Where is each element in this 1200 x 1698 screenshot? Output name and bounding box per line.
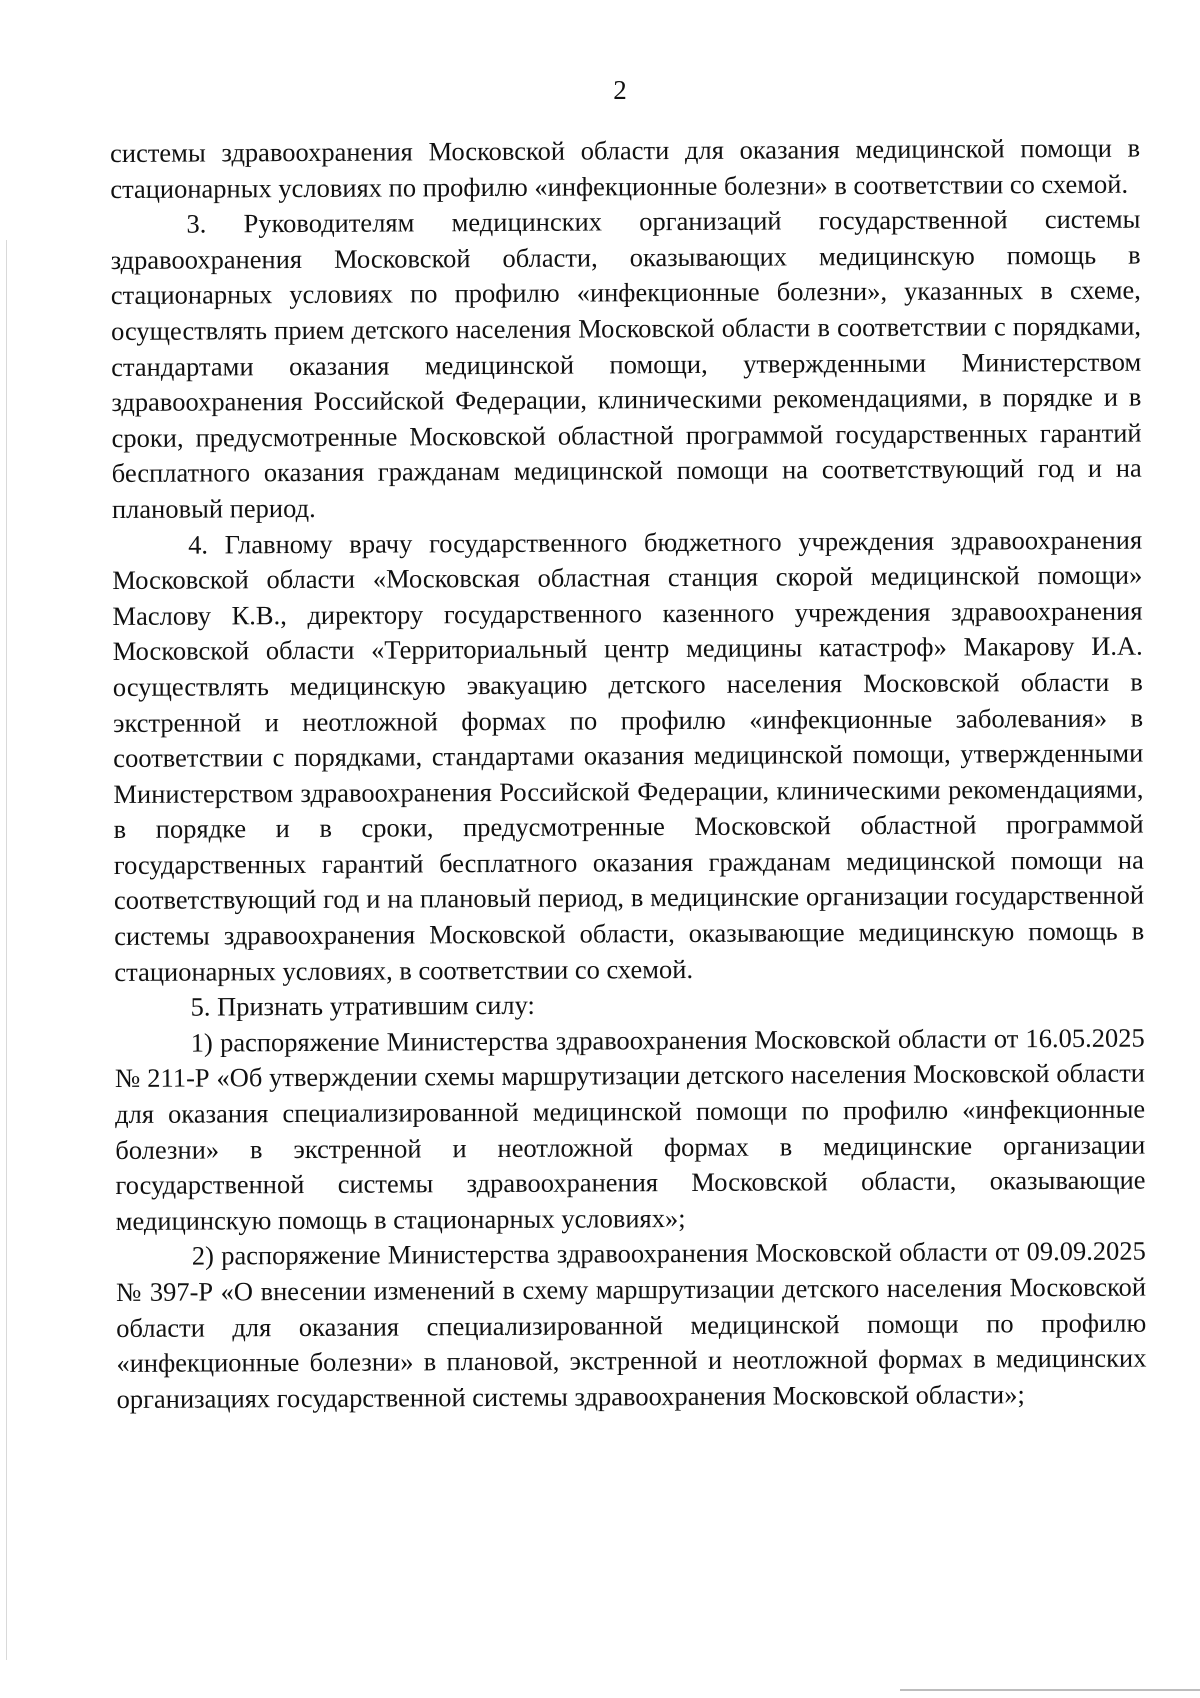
paragraph-subitem-2: 2) распоряжение Министерства здравоохранения Московской области от 09.09.2025 № 397-Р «О внесении изменений в схему маршрутизации детского населения Московской области для оказания специализированной медицинской помощи по профилю «инфекционные болезни» в плановой, экстренной и неотложной формах в медицинских организациях государственной системы здравоохранения Московской области»; [115, 1235, 1147, 1414]
paragraph-item-5: 5. Признать утратившим силу: [190, 990, 535, 1022]
paragraph-item-4: 4. Главному врачу государственного бюджетного учреждения здравоохранения Московской области «Московская областная станция скорой медицинской помощи» Маслову К.В., директору государственного казенного учреждения здравоохранения Московской области «Территориальный центр медицины катастроф» Макарову И.А. осуществлять медицинскую эвакуацию детского населения Московской области в экстренной и неотложной формах по профилю «инфекционные заболевания» в соответствии с порядками, стандартами оказания медицинской помощи, утвержденными Министерством здравоохранения Российской Федерации, клиническими рекомендациями, в порядке и в сроки, предусмотренные Московской областной программой государственных гарантий бесплатного оказания гражданам медицинской помощи на соответствующий год и на плановый период, в медицинские организации государственной системы здравоохранения Московской области, оказывающие медицинскую помощь в стационарных условиях, в соответствии со схемой. [112, 524, 1145, 987]
page-number: 2 [613, 75, 627, 105]
paragraph-subitem-1: 1) распоряжение Министерства здравоохранения Московской области от 16.05.2025 № 211-Р «Об утверждении схемы маршрутизации детского населения Московской области для оказания специализированной медицинской помощи по профилю «инфекционные болезни» в экстренной и неотложной формах в медицинские организации государственной системы здравоохранения Московской области, оказывающие медицинскую помощь в стационарных условиях»; [114, 1022, 1146, 1236]
scan-edge-left [6, 240, 7, 1660]
paragraph-continuation: системы здравоохранения Московской области для оказания медицинской помощи в стационарных условиях по профилю «инфекционные болезни» в соответствии со схемой. [110, 132, 1141, 204]
document-body [110, 131, 1147, 1418]
paragraph-item-3: 3. Руководителям медицинских организаций государственной системы здравоохранения Московской области, оказывающих медицинскую помощь в стационарных условиях по профилю «инфекционные болезни», указанных в схеме, осуществлять прием детского населения Московской области в соответствии с порядками, стандартами оказания медицинской помощи, утвержденными Министерством здравоохранения Российской Федерации, клиническими рекомендациями, в порядке и в сроки, предусмотренные Московской областной программой государственных гарантий бесплатного оказания гражданам медицинской помощи на соответствующий год и на плановый период. [110, 203, 1142, 524]
scan-edge-bottom [900, 1689, 1200, 1691]
